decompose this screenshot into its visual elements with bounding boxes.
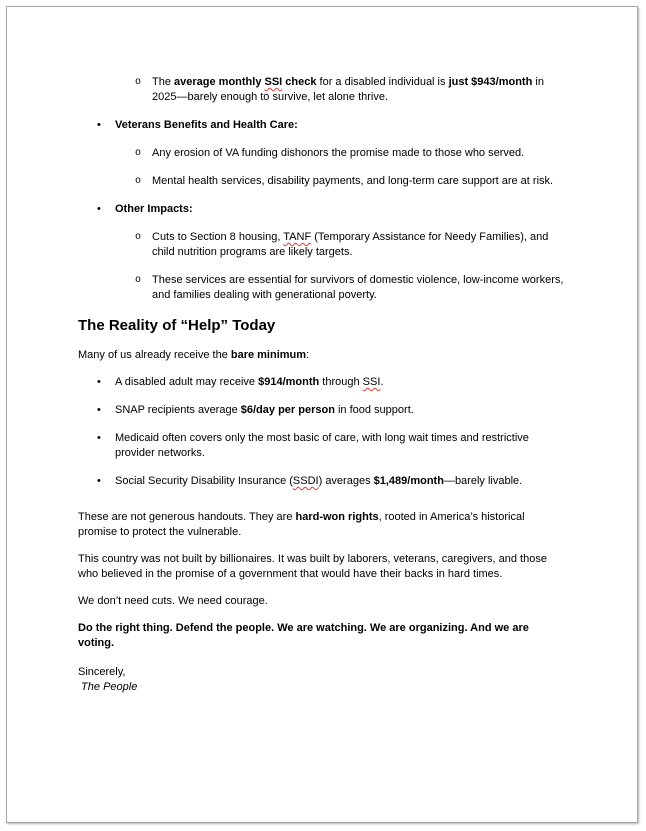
list-item-text <box>115 203 193 215</box>
text-run: Do the right thing. Defend the people. We are watching. We are organizing. And we are voting. <box>78 622 529 649</box>
document-content <box>7 7 637 695</box>
text-run: bare minimum <box>230 349 307 361</box>
list-item-text <box>152 274 563 301</box>
paragraph-handouts <box>78 510 565 540</box>
paragraph-bare-minimum <box>78 348 565 363</box>
bullet-marker-icon: • <box>97 475 101 487</box>
text-run: for a disabled individual is <box>316 76 449 88</box>
document-page <box>6 6 638 823</box>
list-item-text <box>152 76 544 103</box>
text-run: Many of us already receive the <box>78 349 231 361</box>
text-run: in 2025—barely enough to survive, let alone thrive. <box>152 76 544 103</box>
text-run: $6/day per person <box>240 404 335 416</box>
list-item-snap <box>78 403 565 418</box>
text-run: Any erosion of VA funding dishonors the promise made to those who served. <box>152 147 525 159</box>
text-run: This country was not built by billionaires. It was built by laborers, veterans, caregivers, and those who believed in the promise of a government that would have their backs in hard times. <box>78 553 547 580</box>
list-item-ssi-check <box>78 75 565 105</box>
text-run: , rooted in America’s historical promise to protect the vulnerable. <box>78 511 525 538</box>
text-run: We don’t need cuts. We need courage. <box>78 595 268 607</box>
text-run: SNAP recipients average <box>115 404 241 416</box>
text-run: A disabled adult may receive <box>115 376 259 388</box>
text-run: just $943/month <box>448 76 533 88</box>
list-item-text <box>115 119 298 131</box>
text-run: Sincerely, <box>78 666 126 678</box>
text-run: : <box>306 349 310 361</box>
list-item-medicaid <box>78 431 565 461</box>
text-run: Other Impacts: <box>115 203 193 215</box>
list-item-section8 <box>78 230 565 260</box>
bullet-marker-icon: • <box>97 376 101 388</box>
text-run: $1,489/month <box>373 475 444 487</box>
sub-bullet-marker-icon: o <box>135 232 142 243</box>
text-run: —barely livable. <box>443 475 523 487</box>
bullet-marker-icon: • <box>97 119 101 131</box>
text-run: average monthly <box>174 76 265 88</box>
list-item-veterans-header <box>78 118 565 133</box>
signature-block <box>78 665 565 695</box>
bullet-marker-icon: • <box>97 404 101 416</box>
text-run: These services are essential for survivors of domestic violence, low-income workers, and families dealing with generational poverty. <box>152 274 564 301</box>
text-run: The People <box>78 681 138 693</box>
text-run: SSI <box>264 76 283 88</box>
list-item-disabled-adult <box>78 375 565 390</box>
list-item-ssdi <box>78 474 565 489</box>
text-run: SSI <box>362 376 381 388</box>
list-item-text <box>152 175 553 187</box>
text-run: Medicaid often covers only the most basic of care, with long wait times and restrictive provider networks. <box>115 432 529 459</box>
text-run: These are not generous handouts. They are <box>78 511 296 523</box>
list-item-text <box>152 147 524 159</box>
text-run: hard-won rights <box>295 511 379 523</box>
text-run: The <box>152 76 175 88</box>
list-item-text <box>115 404 414 416</box>
text-run: check <box>282 76 317 88</box>
sub-bullet-marker-icon: o <box>135 275 142 286</box>
bullet-marker-icon: • <box>97 203 101 215</box>
text-run: Cuts to Section 8 housing, <box>152 231 284 243</box>
text-run: Social Security Disability Insurance ( <box>115 475 293 487</box>
sub-bullet-marker-icon: o <box>135 77 142 88</box>
list-item-text <box>115 475 522 487</box>
list-item-text <box>115 376 383 388</box>
text-run: through <box>319 376 363 388</box>
sub-bullet-marker-icon: o <box>135 148 142 159</box>
paragraph-courage <box>78 594 565 609</box>
bullet-marker-icon: • <box>97 432 101 444</box>
list-item-other-impacts <box>78 202 565 217</box>
text-run: Mental health services, disability payments, and long-term care support are at risk. <box>152 175 554 187</box>
sub-bullet-marker-icon: o <box>135 176 142 187</box>
paragraph-country <box>78 552 565 582</box>
text-run: ) averages <box>318 475 374 487</box>
list-item-va-funding <box>78 146 565 161</box>
list-item-text <box>152 231 548 258</box>
text-run: in food support. <box>334 404 414 416</box>
text-run: $914/month <box>258 376 320 388</box>
list-item-essential-services <box>78 273 565 303</box>
paragraph-do-right <box>78 621 565 651</box>
text-run: Veterans Benefits and Health Care: <box>115 119 298 131</box>
text-run: TANF <box>283 231 312 243</box>
section-heading: The Reality of “Help” Today <box>78 317 276 334</box>
list-item-mental-health <box>78 174 565 189</box>
list-item-text <box>115 432 529 459</box>
text-run: SSDI <box>292 475 319 487</box>
text-run: (Temporary Assistance for Needy Families), and child nutrition programs are likely targets. <box>152 231 549 258</box>
text-run: . <box>380 376 384 388</box>
